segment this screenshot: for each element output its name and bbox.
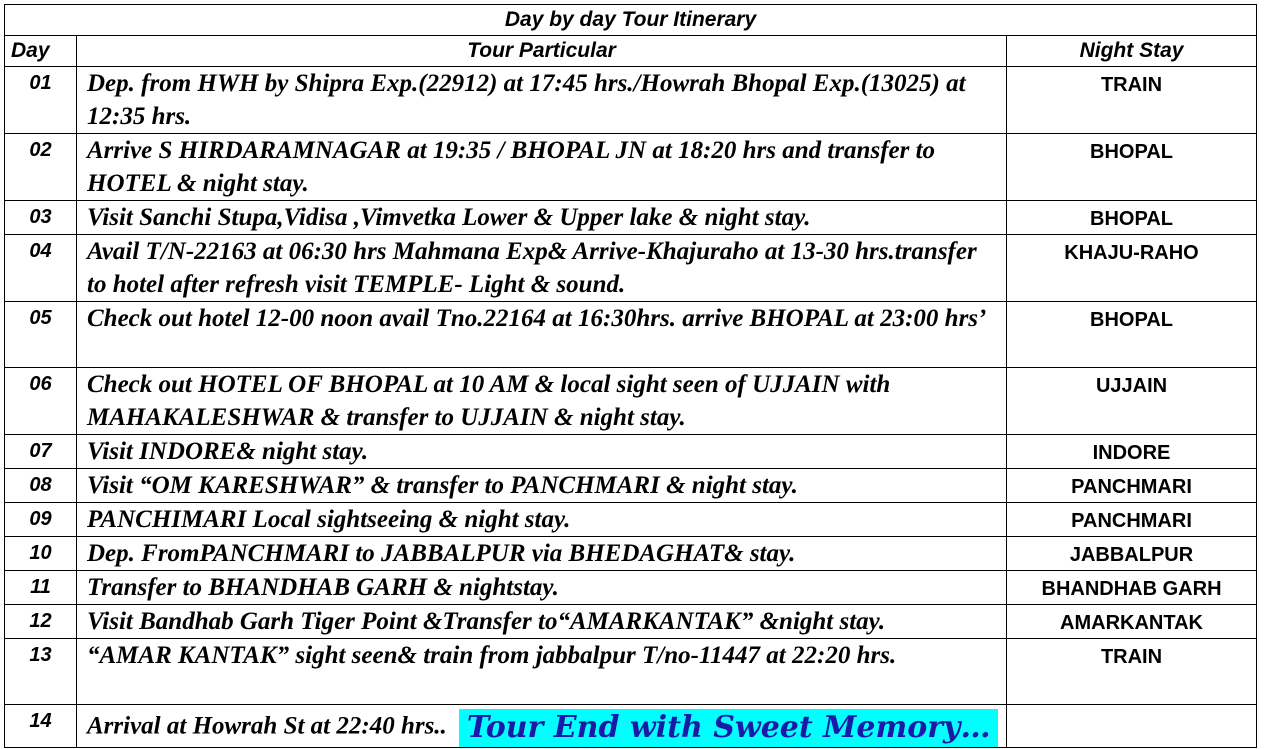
tour-particular: Check out HOTEL OF BHOPAL at 10 AM & local sight seen of UJJAIN with MAHAKALESHWAR & transfer to UJJAIN & night stay. — [77, 368, 1007, 435]
tour-particular: Dep. from HWH by Shipra Exp.(22912) at 17:45 hrs./Howrah Bhopal Exp.(13025) at 12:35 hrs. — [77, 67, 1007, 134]
table-row — [5, 605, 1257, 639]
table-row — [5, 235, 1257, 302]
tour-particular: Arrive S HIRDARAMNAGAR at 19:35 / BHOPAL JN at 18:20 hrs and transfer to HOTEL & night stay. — [77, 134, 1007, 201]
night-stay: INDORE — [1007, 435, 1257, 469]
day-number: 04 — [5, 235, 77, 302]
night-stay — [1007, 705, 1257, 748]
tour-particular: Visit INDORE& night stay. — [77, 435, 1007, 469]
tour-particular: Visit Sanchi Stupa,Vidisa ,Vimvetka Lower & Upper lake & night stay. — [77, 201, 1007, 235]
header-particular: Tour Particular — [77, 36, 1007, 67]
day-number: 06 — [5, 368, 77, 435]
header-row — [5, 36, 1257, 67]
day-number: 11 — [5, 571, 77, 605]
tour-particular: Visit Bandhab Garh Tiger Point &Transfer to“AMARKANTAK” &night stay. — [77, 605, 1007, 639]
night-stay: JABBALPUR — [1007, 537, 1257, 571]
night-stay: TRAIN — [1007, 67, 1257, 134]
tour-particular: Avail T/N-22163 at 06:30 hrs Mahmana Exp& Arrive-Khajuraho at 13-30 hrs.transfer to hotel after refresh visit TEMPLE- Light & sound. — [77, 235, 1007, 302]
day-number: 01 — [5, 67, 77, 134]
tour-particular — [77, 705, 1007, 748]
table-row — [5, 134, 1257, 201]
table-row — [5, 571, 1257, 605]
tour-particular: Visit “OM KARESHWAR” & transfer to PANCHMARI & night stay. — [77, 469, 1007, 503]
table-row — [5, 201, 1257, 235]
day-number: 09 — [5, 503, 77, 537]
tour-particular: Dep. FromPANCHMARI to JABBALPUR via BHEDAGHAT& stay. — [77, 537, 1007, 571]
night-stay: BHOPAL — [1007, 302, 1257, 368]
night-stay: PANCHMARI — [1007, 503, 1257, 537]
table-row — [5, 469, 1257, 503]
table-row — [5, 537, 1257, 571]
day-number: 02 — [5, 134, 77, 201]
night-stay: TRAIN — [1007, 639, 1257, 705]
tour-particular-text: Arrival at Howrah St at 22:40 hrs.. — [87, 712, 447, 740]
night-stay: AMARKANTAK — [1007, 605, 1257, 639]
night-stay: BHANDHAB GARH — [1007, 571, 1257, 605]
table-row — [5, 67, 1257, 134]
table-row — [5, 503, 1257, 537]
tour-particular: Transfer to BHANDHAB GARH & nightstay. — [77, 571, 1007, 605]
tour-particular: “AMAR KANTAK” sight seen& train from jabbalpur T/no-11447 at 22:20 hrs. — [77, 639, 1007, 705]
day-number: 14 — [5, 705, 77, 748]
header-night-stay: Night Stay — [1007, 36, 1257, 67]
day-number: 10 — [5, 537, 77, 571]
table-row — [5, 435, 1257, 469]
table-row — [5, 705, 1257, 748]
day-number: 07 — [5, 435, 77, 469]
day-number: 12 — [5, 605, 77, 639]
night-stay: BHOPAL — [1007, 201, 1257, 235]
night-stay: PANCHMARI — [1007, 469, 1257, 503]
tour-end-banner: Tour End with Sweet Memory… — [459, 709, 999, 747]
night-stay: KHAJU-RAHO — [1007, 235, 1257, 302]
day-number: 13 — [5, 639, 77, 705]
night-stay: UJJAIN — [1007, 368, 1257, 435]
tour-particular: Check out hotel 12-00 noon avail Tno.22164 at 16:30hrs. arrive BHOPAL at 23:00 hrs’ — [77, 302, 1007, 368]
tour-particular: PANCHIMARI Local sightseeing & night stay. — [77, 503, 1007, 537]
table-row — [5, 639, 1257, 705]
night-stay: BHOPAL — [1007, 134, 1257, 201]
table-row — [5, 368, 1257, 435]
day-number: 05 — [5, 302, 77, 368]
title-row — [5, 5, 1257, 36]
table-title: Day by day Tour Itinerary — [5, 5, 1257, 36]
day-number: 08 — [5, 469, 77, 503]
table-row — [5, 302, 1257, 368]
header-day: Day — [5, 36, 77, 67]
day-number: 03 — [5, 201, 77, 235]
itinerary-table — [4, 4, 1257, 748]
